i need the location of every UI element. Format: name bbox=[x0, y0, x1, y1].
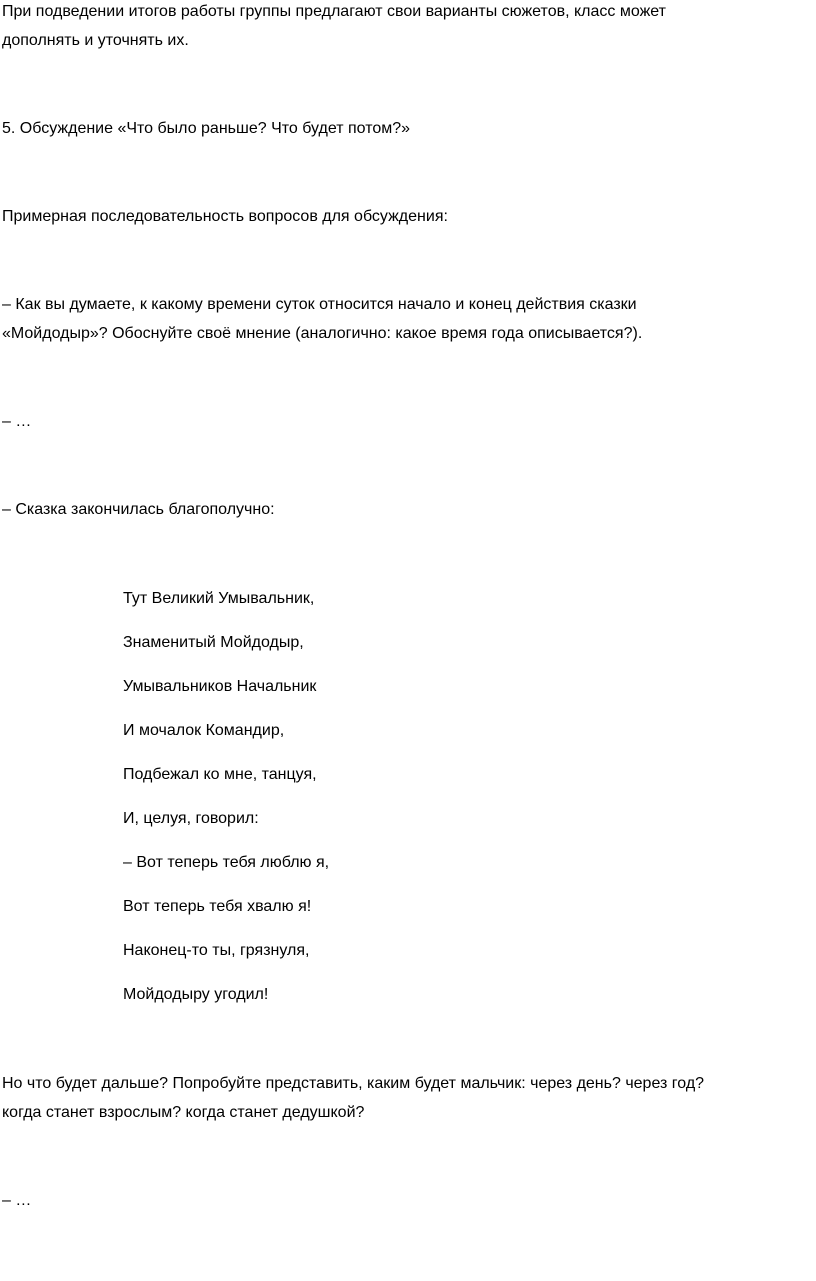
poem-line: Подбежал ко мне, танцуя, bbox=[123, 766, 317, 783]
poem-line: Знаменитый Мойдодыр, bbox=[123, 634, 304, 651]
poem-line: И мочалок Командир, bbox=[123, 722, 285, 739]
poem-line: – Вот теперь тебя люблю я, bbox=[123, 854, 330, 871]
ellipsis-answer-2: – … bbox=[2, 1192, 32, 1209]
section-heading: 5. Обсуждение «Что было раньше? Что будет потом?» bbox=[2, 120, 411, 137]
final-question-line-2: когда станет взрослым? когда станет дедушкой? bbox=[2, 1104, 365, 1121]
intro-line-1: При подведении итогов работы группы предлагают свои варианты сюжетов, класс может bbox=[2, 3, 666, 20]
poem-line: Тут Великий Умывальник, bbox=[123, 590, 315, 607]
question-1-line-2: «Мойдодыр»? Обоснуйте своё мнение (аналогично: какое время года описывается?). bbox=[2, 325, 643, 342]
question-1-line-1: – Как вы думаете, к какому времени суток относится начало и конец действия сказки bbox=[2, 296, 637, 313]
poem-line: Мойдодыру угодил! bbox=[123, 986, 269, 1003]
final-question-line-1: Но что будет дальше? Попробуйте представить, каким будет мальчик: через день? через год? bbox=[2, 1075, 705, 1092]
poem-line: Наконец-то ты, грязнуля, bbox=[123, 942, 310, 959]
ellipsis-answer-1: – … bbox=[2, 413, 32, 430]
intro-line-2: дополнять и уточнять их. bbox=[2, 32, 189, 49]
poem-line: Вот теперь тебя хвалю я! bbox=[123, 898, 312, 915]
poem-line: Умывальников Начальник bbox=[123, 678, 317, 695]
questions-intro: Примерная последовательность вопросов для обсуждения: bbox=[2, 208, 448, 225]
poem-line: И, целуя, говорил: bbox=[123, 810, 259, 827]
ending-intro: – Сказка закончилась благополучно: bbox=[2, 501, 275, 518]
